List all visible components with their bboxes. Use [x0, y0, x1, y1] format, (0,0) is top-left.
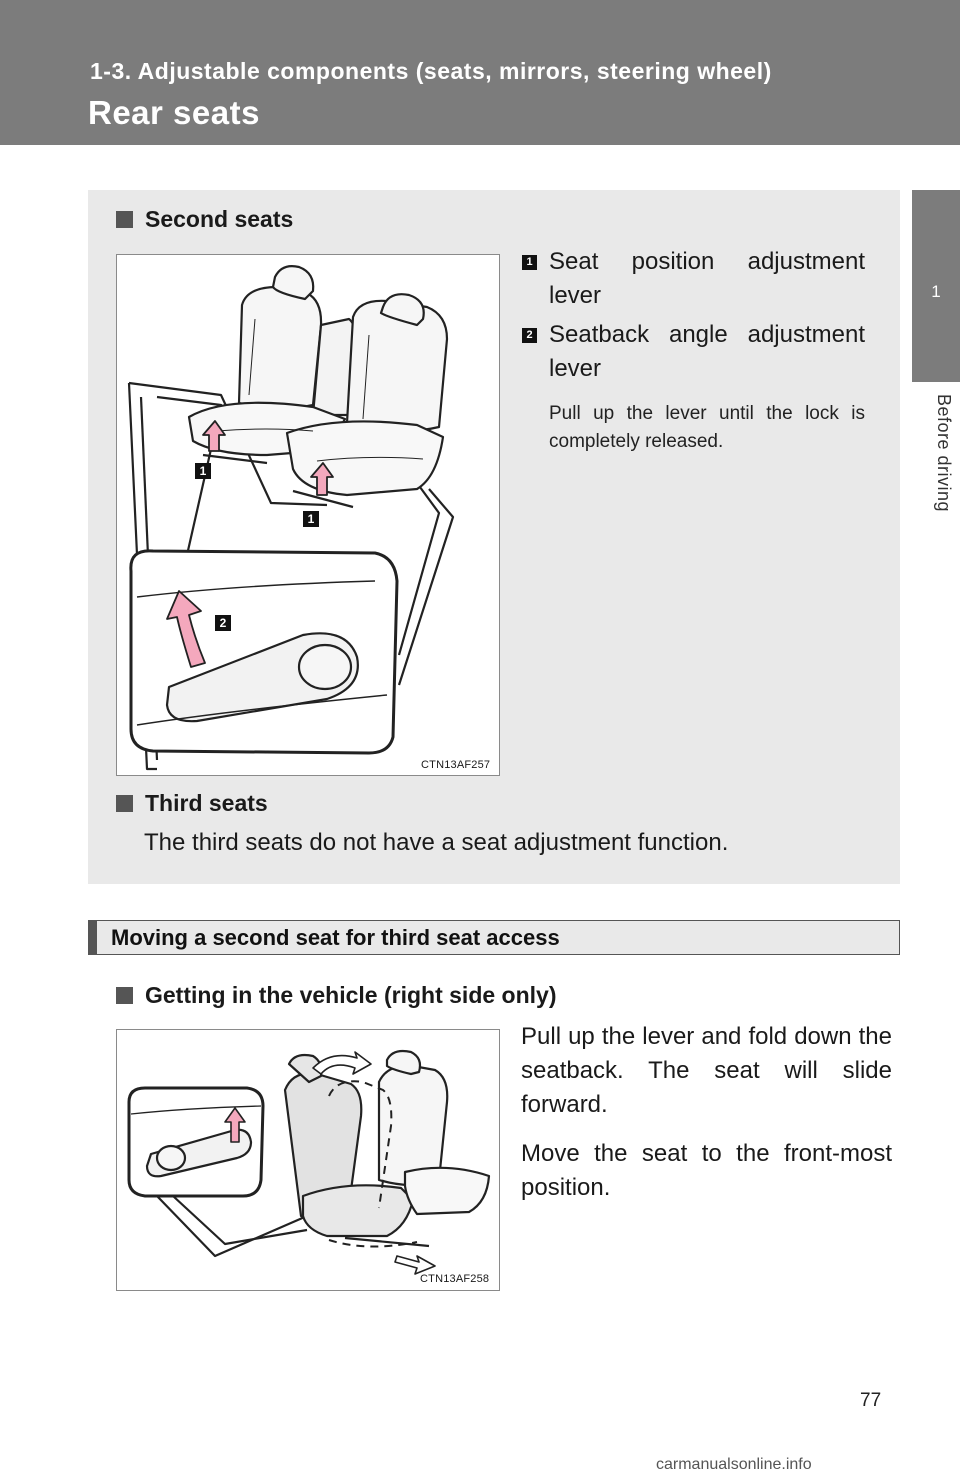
- page-header: [0, 0, 960, 145]
- figure-code: CTN13AF257: [421, 759, 491, 771]
- slide-instruction-text: Move the seat to the front-most position.: [521, 1140, 892, 1201]
- seatback-angle-lever-text: Seatback angle adjustment lever: [549, 321, 865, 382]
- figure-callout-badge: 1: [303, 511, 319, 527]
- third-seats-text: The third seats do not have a seat adjustment function.: [144, 829, 729, 856]
- seat-fold-figure: [116, 1029, 500, 1291]
- third-seats-heading: Third seats: [116, 790, 268, 817]
- second-seats-heading: Second seats: [116, 206, 293, 233]
- figure-code: CTN13AF258: [420, 1273, 490, 1285]
- square-bullet-icon: [116, 987, 133, 1004]
- seat-position-lever-text: Seat position adjustment lever: [549, 248, 865, 309]
- list-number-badge: 2: [522, 328, 537, 343]
- section-subtitle: 1-3. Adjustable components (seats, mirrors, steering wheel): [90, 58, 772, 84]
- section-bar-accent: [89, 921, 97, 954]
- seat-fold-illustration: [117, 1030, 499, 1290]
- watermark: carmanualsonline.info: [656, 1456, 812, 1473]
- figure-callout-badge: 1: [195, 463, 211, 479]
- figure-callout-badge: 2: [215, 615, 231, 631]
- second-seats-figure: [116, 254, 500, 776]
- square-bullet-icon: [116, 795, 133, 812]
- fold-instruction-text: Pull up the lever and fold down the seatback. The seat will slide forward.: [521, 1023, 892, 1118]
- getting-in-heading: Getting in the vehicle (right side only): [116, 982, 556, 1009]
- list-number-badge: 1: [522, 255, 537, 270]
- chapter-tab[interactable]: 1: [912, 190, 960, 382]
- section-title: Moving a second seat for third seat access: [111, 925, 560, 950]
- chapter-tab-label: Before driving: [934, 394, 954, 513]
- page-number: 77: [860, 1390, 882, 1411]
- page-title: Rear seats: [88, 94, 260, 131]
- square-bullet-icon: [116, 211, 133, 228]
- section-title-bar: [88, 920, 900, 955]
- lever-release-note: Pull up the lever until the lock is completely released.: [549, 403, 865, 452]
